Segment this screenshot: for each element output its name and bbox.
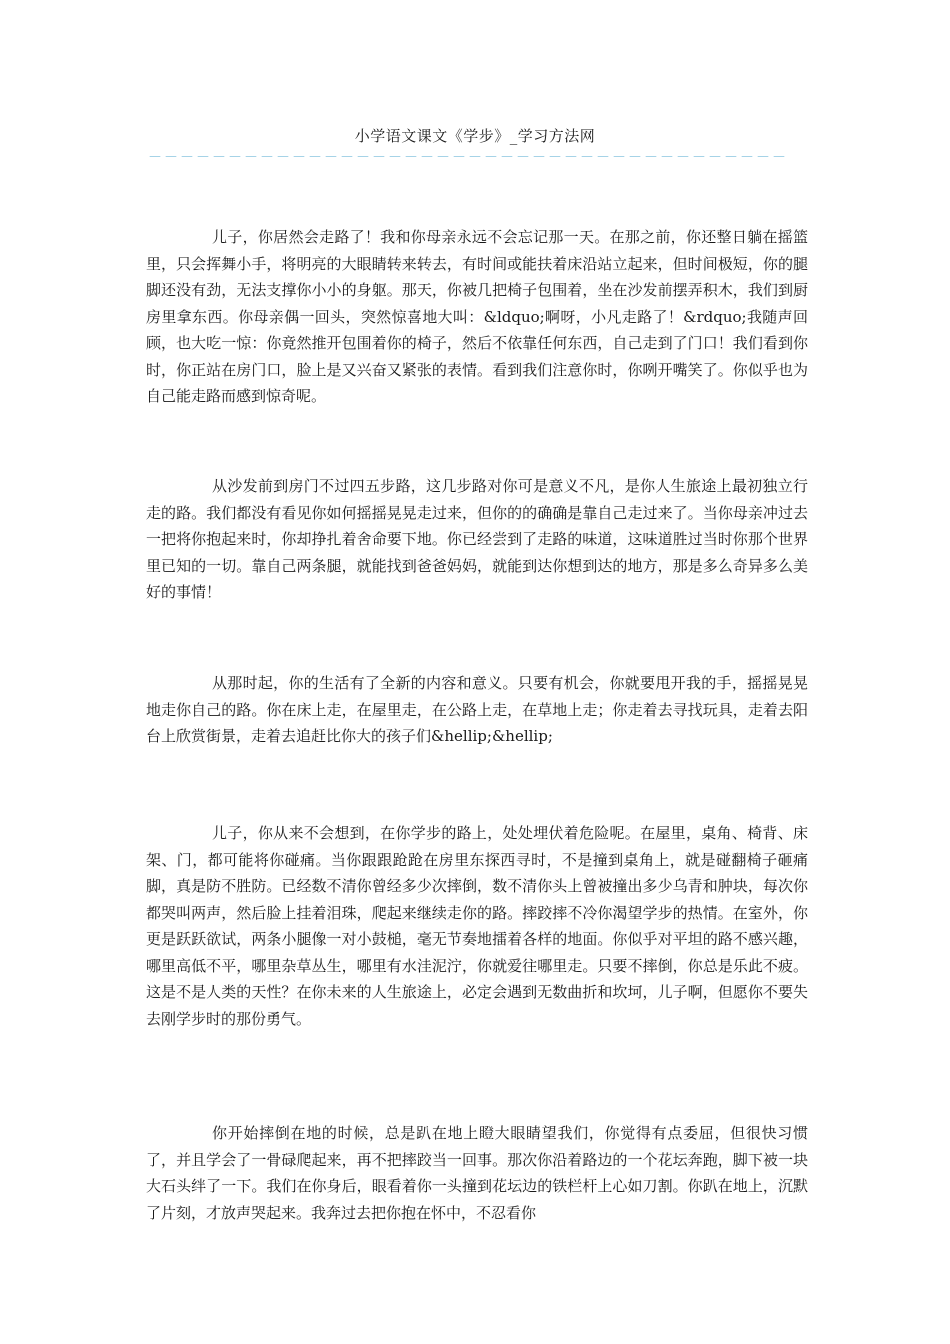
document-title: 小学语文课文《学步》_学习方法网 [354,127,596,145]
paragraph-4: 儿子，你从来不会想到，在你学步的路上，处处埋伏着危险呢。在屋里，桌角、椅背、床架、门，都可能将你碰痛。当你跟跟跄跄在房里东探西寻时，不是撞到桌角上，就是碰翻椅子砸痛脚，真是防不胜防。已经数不清你曾经多少次摔倒，数不清你头上曾被撞出多少乌青和肿块，每次你都哭叫两声，然后脸上挂着泪珠，爬起来继续走你的路。摔跤摔不冷你渴望学步的热情。在室外，你更是跃跃欲试，两条小腿像一对小鼓槌，毫无节奏地擂着各样的地面。你似乎对平坦的路不感兴趣，哪里高低不平，哪里杂草丛生，哪里有水洼泥泞，你就爱往哪里走。只要不摔倒，你总是乐此不疲。这是不是人类的天性？在你未来的人生旅途上，必定会遇到无数曲折和坎坷，儿子啊，但愿你不要失去刚学步时的那份勇气。 [146,824,808,1028]
title-divider: －－－－－－－－－－－－－－－－－－－－－－－－－－－－－－－－－－－－－－－－ [148,153,788,163]
paragraph-2: 从沙发前到房门不过四五步路，这几步路对你可是意义不凡，是你人生旅途上最初独立行走的路。我们都没有看见你如何摇摇晃晃走过来，但你的的确确是靠自己走过来了。当你母亲冲过去一把将你抱起来时，你却挣扎着舍命要下地。你已经尝到了走路的味道，这味道胜过当时你那个世界里已知的一切。靠自己两条腿，就能找到爸爸妈妈，就能到达你想到达的地方，那是多么奇异多么美好的事情！ [146,477,808,601]
paragraph-1: 儿子，你居然会走路了！我和你母亲永远不会忘记那一天。在那之前，你还整日躺在摇篮里，只会挥舞小手，将明亮的大眼睛转来转去，有时间或能扶着床沿站立起来，但时间极短，你的腿脚还没有劲，无法支撑你小小的身躯。那天，你被几把椅子包围着，坐在沙发前摆弄积木，我们到厨房里拿东西。你母亲偶一回头，突然惊喜地大叫：&ldquo;啊呀，小凡走路了！&rdquo;我随声回顾，也大吃一惊：你竟然推开包围着你的椅子，然后不依靠任何东西，自己走到了门口！我们看到你时，你正站在房门口，脸上是又兴奋又紧张的表情。看到我们注意你时，你咧开嘴笑了。你似乎也为自己能走路而感到惊奇呢。 [146,228,808,405]
paragraph-5: 你开始摔倒在地的时候，总是趴在地上瞪大眼睛望我们，你觉得有点委屈，但很快习惯了，并且学会了一骨碌爬起来，再不把摔跤当一回事。那次你沿着路边的一个花坛奔跑，脚下被一块大石头绊了一下。我们在你身后，眼看着你一头撞到花坛边的铁栏杆上心如刀割。你趴在地上，沉默了片刻，才放声哭起来。我奔过去把你抱在怀中，不忍看你 [146,1124,808,1222]
paragraph-3: 从那时起，你的生活有了全新的内容和意义。只要有机会，你就要甩开我的手，摇摇晃晃地走你自己的路。你在床上走，在屋里走，在公路上走，在草地上走；你走着去寻找玩具，走着去阳台上欣赏街景，走着去追赶比你大的孩子们&hellip;&hellip; [146,674,808,745]
